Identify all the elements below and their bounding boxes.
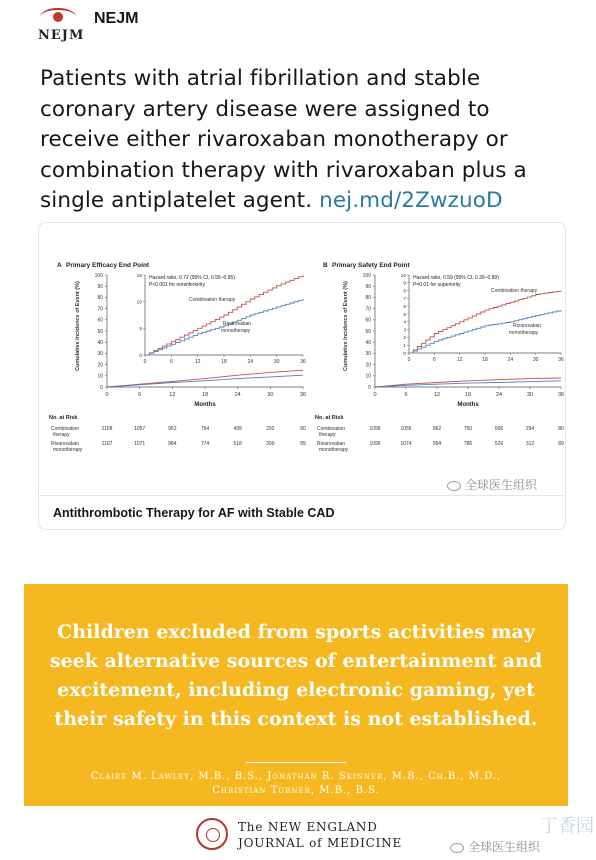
card-watermark: [447, 476, 537, 493]
panel-1-ytick-label: 90: [365, 284, 371, 290]
panel-0-ytick-label: 70: [97, 306, 103, 313]
panel-1-xtick-label: 30: [526, 392, 534, 398]
panel-0-xtick-label: 36: [299, 392, 307, 398]
panel-1-inset-ytick-label: 4: [403, 320, 406, 326]
panel-0-risk-value: 292: [266, 426, 275, 432]
panel-1-ytick-label: 30: [365, 351, 371, 358]
panel-1-inset-xtick-label: 0: [407, 357, 411, 363]
quote-card[interactable]: [24, 584, 568, 806]
panel-0-xtick-label: 24: [234, 392, 241, 398]
panel-0-inset-xtick-label: 0: [143, 359, 147, 365]
avatar-text: NEJM: [38, 28, 85, 43]
journal-name-line2: JOURNAL of MEDICINE: [238, 836, 403, 850]
panel-0-risk-value: 754: [200, 426, 210, 432]
panel-1-xtick-label: 6: [404, 392, 408, 398]
panel-0-risk-value: 309: [266, 441, 275, 447]
panel-1-hazard-ratio: Hazard ratio, 0.59 (95% CI, 0.39–0.89): [413, 275, 499, 281]
panel-1-risk-value: 294: [525, 426, 535, 432]
panel-1-inset-ytick-label: 3: [403, 328, 406, 334]
panel-0-series-label: Rivaroxaban: [223, 321, 252, 327]
panel-0-inset-ytick-label: 0: [139, 353, 142, 359]
panel-0-risk-value: 962: [168, 426, 177, 432]
quote-authors-line2: Christian Turner, M.B., B.S.: [212, 785, 380, 796]
panel-0-risk-value: 518: [233, 441, 242, 447]
panel-1-ytick-label: 70: [365, 306, 371, 313]
panel-1-xtick-label: 36: [557, 392, 565, 398]
panel-1-risk-value: 1055: [400, 426, 412, 432]
panel-0-risk-value: 1108: [101, 426, 113, 432]
panel-0-inset-xtick-label: 12: [194, 359, 201, 365]
panel-1-inset-ytick-label: 7: [403, 297, 406, 303]
panel-0-series-label: Combination therapy: [189, 297, 236, 303]
panel-0-inset-xtick-label: 36: [300, 359, 306, 365]
panel-0-risk-value: 499: [233, 426, 242, 432]
panel-1-inset-xtick-label: 12: [456, 357, 463, 363]
panel-1-risk-value: 506: [494, 426, 504, 432]
panel-0-ytick-label: 80: [97, 295, 103, 302]
panel-1-risk-row-label: monotherapy: [319, 447, 349, 453]
panel-1-ytick-label: 0: [368, 384, 371, 391]
panel-0-ytick-label: 10: [97, 373, 103, 380]
panel-0-series-label: monotherapy: [221, 328, 251, 334]
panel-0-risk-value: 984: [168, 441, 177, 447]
panel-0-p-value: P<0.001 for noninferiority: [149, 282, 206, 288]
panel-1-risk-title: No. at Risk: [315, 415, 344, 421]
panel-0-ytick-label: 60: [97, 317, 103, 324]
panel-1-inset-ytick-label: 5: [403, 312, 406, 318]
panel-0-inset-ytick-label: 10: [136, 300, 142, 306]
panel-1-ytick-label: 20: [365, 362, 371, 369]
panel-1-risk-value: 1099: [369, 441, 381, 447]
panel-0-risk-value: 774: [200, 441, 210, 447]
panel-0-series-0: [107, 370, 303, 387]
panel-0-ytick-label: 20: [97, 362, 103, 369]
panel-1-series-1: [375, 381, 561, 387]
panel-1-risk-value: 80: [558, 426, 564, 432]
panel-1-risk-value: 994: [432, 441, 442, 447]
panel-1-risk-value: 962: [432, 426, 442, 432]
panel-1-xtick-label: 24: [495, 392, 503, 398]
panel-0-ytick-label: 30: [97, 351, 103, 358]
panel-1-risk-row-label: therapy: [319, 432, 336, 438]
panel-0-title: Primary Efficacy End Point: [66, 262, 150, 269]
panel-0-inset-series-1: [145, 299, 303, 355]
panel-1-risk-value: 750: [463, 426, 473, 432]
panel-1-risk-value: 1074: [400, 441, 412, 447]
panel-1-ylabel: Cumulative Incidence of Event (%): [343, 281, 349, 371]
tweet-text: [40, 64, 560, 217]
panel-1-inset-ytick-label: 6: [403, 305, 406, 310]
wechat-icon: [450, 843, 464, 853]
panel-1-risk-row-label: Rivaroxaban: [317, 441, 346, 447]
panel-0-risk-row-label: therapy: [53, 432, 70, 438]
tweet-body: Patients with atrial fibrillation and stable coronary artery disease were assigned to receive either rivaroxaban monotherapy or combination therapy with rivaroxaban plus a single antiplatelet agent.: [40, 66, 527, 213]
panel-1-inset-ytick-label: 8: [403, 289, 406, 295]
panel-1-inset-xtick-label: 18: [482, 357, 488, 363]
panel-0-risk-value: 1107: [101, 441, 113, 447]
panel-0-ytick-label: 50: [97, 328, 103, 335]
panel-1-ytick-label: 40: [365, 340, 371, 346]
panel-1-inset-xtick-label: 6: [432, 357, 436, 363]
panel-1-risk-value: 1099: [369, 426, 381, 432]
panel-0-inset-xtick-label: 18: [221, 359, 227, 365]
panel-1-ytick-label: 100: [362, 272, 371, 279]
panel-0-xtick-label: 0: [105, 392, 109, 398]
panel-1-series-label: Rivaroxaban: [513, 323, 542, 329]
panel-0-risk-title: No. at Risk: [49, 415, 78, 421]
panel-1-inset-series-1: [409, 310, 561, 353]
quote-divider: [246, 762, 346, 763]
panel-0-inset-ytick-label: 15: [136, 273, 142, 279]
panel-1-inset-ytick-label: 2: [403, 336, 406, 342]
bottom-watermark-text: 全球医生组织: [468, 840, 541, 854]
panel-0-risk-row-label: monotherapy: [53, 447, 83, 453]
panel-0-xlabel: Months: [194, 402, 216, 408]
panel-1-ytick-label: 50: [365, 328, 371, 335]
panel-0-risk-value: 80: [300, 426, 306, 432]
panel-0-ytick-label: 0: [100, 384, 103, 391]
panel-1-p-value: P=0.01 for superiority: [413, 282, 461, 288]
panel-0-ylabel: Cumulative Incidence of Event (%): [75, 281, 81, 371]
crest-icon: [40, 8, 76, 26]
panel-0-risk-row-label: Rivaroxaban: [51, 441, 80, 447]
media-card[interactable]: [38, 222, 566, 530]
panel-1-xtick-label: 12: [433, 392, 441, 398]
panel-1-ytick-label: 10: [365, 373, 371, 380]
bottom-watermark: [450, 838, 540, 855]
quote-authors: [38, 770, 554, 798]
panel-0-risk-value: 1057: [134, 426, 146, 432]
panel-1-inset-xtick-label: 24: [507, 357, 514, 363]
panel-0-hazard-ratio: Hazard ratio, 0.72 (95% CI, 0.55–0.95): [149, 275, 235, 281]
panel-0-xtick-label: 6: [138, 392, 142, 398]
panel-0-inset-xtick-label: 24: [247, 359, 254, 365]
panel-0-xtick-label: 12: [169, 392, 176, 398]
panel-1-risk-value: 312: [525, 441, 535, 447]
account-name[interactable]: NEJM: [94, 10, 139, 27]
panel-1-series-label: Combination therapy: [491, 288, 538, 294]
panel-0-label: A: [57, 262, 62, 269]
panel-1-inset-ytick-label: 9: [403, 281, 406, 287]
panel-1-label: B: [323, 262, 328, 269]
tweet-header: [34, 8, 574, 48]
panel-1-risk-value: 526: [494, 441, 504, 447]
panel-1-inset-ytick-label: 10: [400, 273, 406, 279]
panel-1-risk-row-label: Combination: [317, 426, 346, 432]
panel-1-ytick-label: 60: [365, 317, 371, 324]
panel-1-inset-xtick-label: 36: [558, 357, 564, 363]
panel-1-title: Primary Safety End Point: [332, 262, 410, 269]
seal-icon: [196, 818, 228, 850]
quote-authors-line1: Claire M. Lawley, M.B., B.S., Jonathan R. Skinner, M.B., Ch.B., M.D.,: [90, 771, 502, 782]
panel-1-inset-ytick-label: 0: [403, 351, 406, 357]
panel-1-ytick-label: 80: [365, 295, 371, 302]
journal-name-line1: The NEW ENGLAND: [238, 820, 378, 834]
panel-0-inset-xtick-label: 30: [273, 359, 280, 365]
panel-1-risk-value: 786: [463, 441, 473, 447]
panel-0-risk-value: 1071: [134, 441, 146, 447]
panel-1-xlabel: Months: [457, 402, 479, 408]
nejm-avatar[interactable]: [34, 8, 85, 48]
card-watermark-text: 全球医生组织: [465, 478, 538, 492]
quote-text: Children excluded from sports activities may seek alternative sources of entertainment and excitement, including electronic gaming, yet their safety in this context is not established.: [49, 621, 543, 730]
panel-1-inset-xtick-label: 30: [532, 357, 539, 363]
panel-0-risk-value: 89: [300, 441, 306, 447]
panel-0-xtick-label: 30: [267, 392, 274, 398]
card-title: Antithrombotic Therapy for AF with Stable CAD: [53, 506, 335, 520]
panel-1-series-label: monotherapy: [509, 330, 539, 336]
journal-logo: [196, 818, 426, 856]
panel-0-xtick-label: 18: [201, 392, 209, 398]
panel-1-risk-value: 89: [558, 441, 564, 447]
card-footer: [39, 478, 566, 530]
panel-0-inset-xtick-label: 6: [169, 359, 173, 365]
panel-1-inset-ytick-label: 1: [403, 344, 406, 349]
panel-1-xtick-label: 0: [373, 392, 377, 398]
panel-1-xtick-label: 18: [464, 392, 472, 398]
wechat-icon: [447, 481, 461, 491]
km-figure: [39, 223, 566, 495]
panel-0-ytick-label: 40: [97, 340, 103, 346]
panel-0-ytick-label: 100: [94, 272, 103, 279]
panel-0-risk-row-label: Combination: [51, 426, 80, 432]
corner-watermark: 丁香园: [540, 816, 594, 837]
panel-0-series-1: [107, 375, 303, 387]
panel-0-ytick-label: 90: [97, 284, 103, 290]
tweet-link[interactable]: nej.md/2ZwzuoD: [319, 188, 503, 213]
panel-0-inset-ytick-label: 5: [139, 327, 142, 333]
